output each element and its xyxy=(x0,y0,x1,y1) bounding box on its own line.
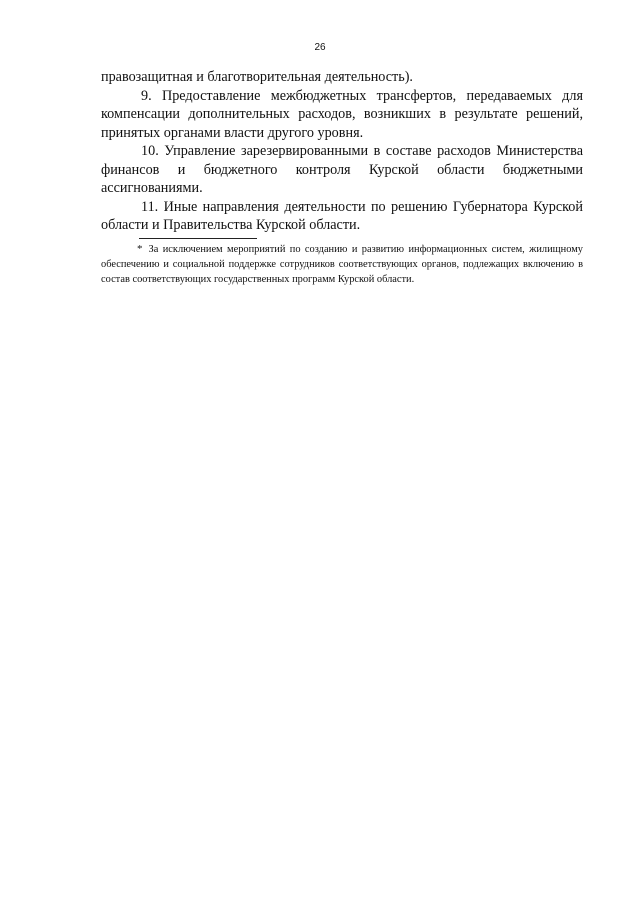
paragraph-item-11: 11. Иные направления деятельности по решению Губернатора Курской области и Правительства Курской области. xyxy=(101,198,583,233)
paragraph-continuation: правозащитная и благотворительная деятельность). xyxy=(101,69,413,85)
paragraph-item-9: 9. Предоставление межбюджетных трансфертов, передаваемых для компенсации дополнительных расходов, возникших в результате решений, принятых органами власти другого уровня. xyxy=(101,87,583,141)
page-number: 26 xyxy=(314,42,326,53)
footnote xyxy=(101,242,583,287)
paragraph-item-10: 10. Управление зарезервированными в составе расходов Министерства финансов и бюджетного контроля Курской области бюджетными ассигнованиями. xyxy=(101,143,583,196)
body-text xyxy=(101,68,583,235)
footnote-marker: * xyxy=(137,243,143,255)
footnote-text: За исключением мероприятий по созданию и развитию информационных систем, жилищному обеспечению и социальной поддержке сотрудников соответствующих органов, подлежащих включению в состав соответствующих государственных программ Курской области. xyxy=(101,244,583,285)
footnote-separator xyxy=(139,238,257,239)
